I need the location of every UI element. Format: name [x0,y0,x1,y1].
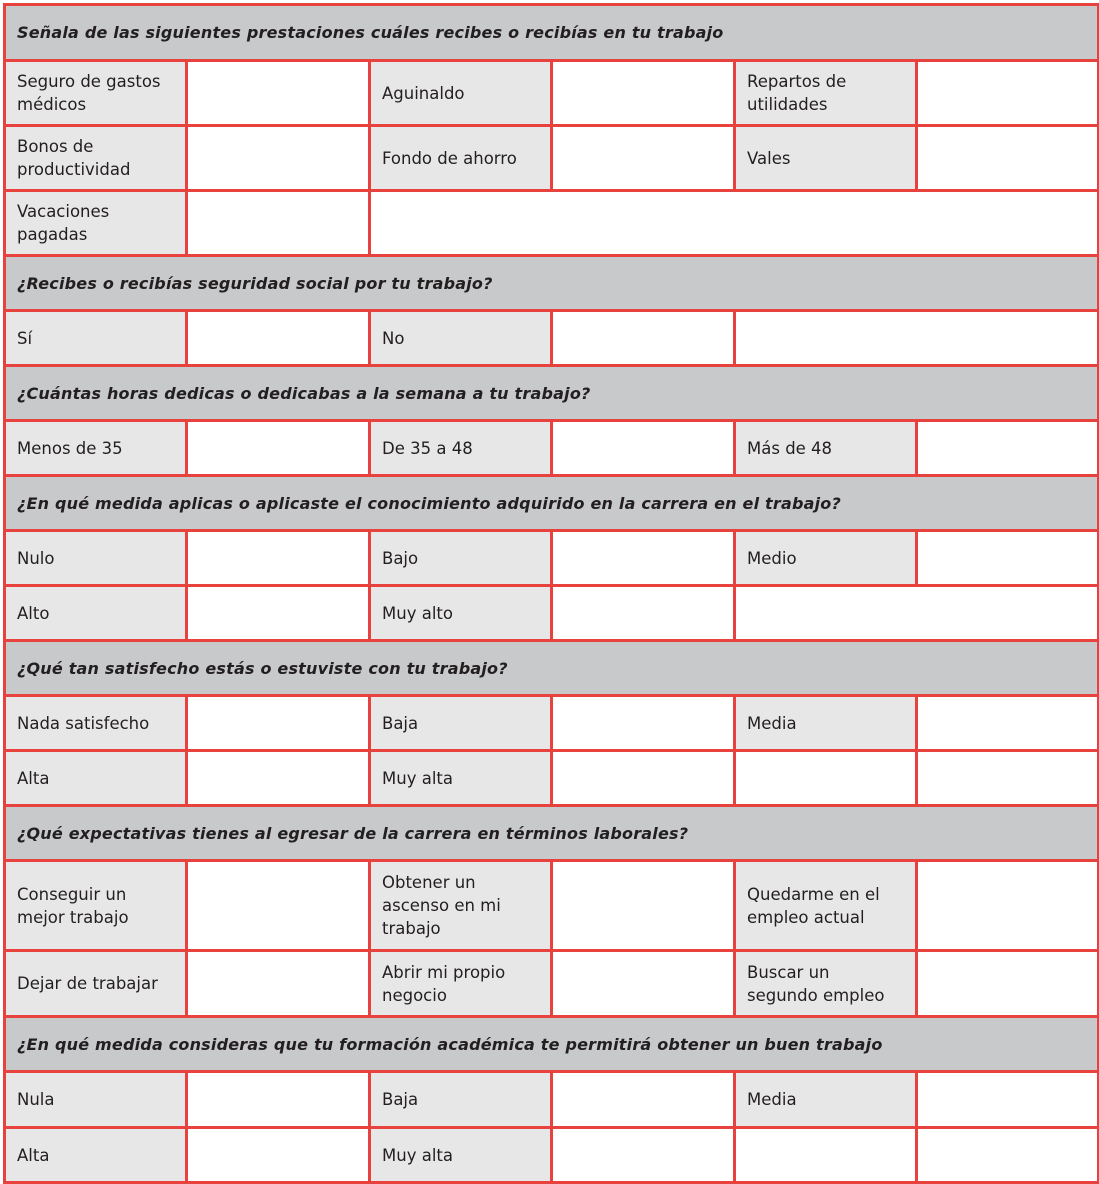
option-label: Fondo de ahorro [370,126,552,191]
option-label: Seguro de gastos médicos [5,61,187,126]
option-label: No [370,311,552,366]
option-label: Conseguir un mejor trabajo [5,861,187,951]
answer-box[interactable] [187,951,370,1017]
option-label: Repartos de utilidades [735,61,917,126]
section-question: ¿Qué tan satisfecho estás o estuviste con tu trabajo? [5,641,1099,696]
answer-box[interactable] [187,1128,370,1183]
option-label: Alta [5,751,187,806]
option-label: De 35 a 48 [370,421,552,476]
answer-box[interactable] [187,1072,370,1128]
empty-cell [735,586,1099,641]
option-label: Quedarme en el empleo actual [735,861,917,951]
option-label: Alta [5,1128,187,1183]
option-label: Bajo [370,531,552,586]
answer-box[interactable] [917,951,1099,1017]
empty-cell [735,311,1099,366]
option-label: Baja [370,696,552,751]
option-label: Alto [5,586,187,641]
section-question: ¿En qué medida aplicas o aplicaste el conocimiento adquirido en la carrera en el trabajo? [5,476,1099,531]
answer-box[interactable] [917,1072,1099,1128]
option-label: Muy alto [370,586,552,641]
option-label: Bonos de productividad [5,126,187,191]
option-label: Medio [735,531,917,586]
section-question: ¿Qué expectativas tienes al egresar de la carrera en términos laborales? [5,806,1099,861]
option-label: Vales [735,126,917,191]
section-question: ¿Recibes o recibías seguridad social por tu trabajo? [5,256,1099,311]
option-label: Vacaciones pagadas [5,191,187,256]
answer-box[interactable] [187,311,370,366]
answer-box[interactable] [917,531,1099,586]
empty-cell [735,751,917,806]
option-label: Dejar de trabajar [5,951,187,1017]
answer-box[interactable] [187,586,370,641]
option-label: Media [735,696,917,751]
answer-box[interactable] [187,61,370,126]
answer-box[interactable] [187,126,370,191]
answer-box[interactable] [552,696,735,751]
option-label: Muy alta [370,751,552,806]
answer-box[interactable] [187,696,370,751]
answer-box[interactable] [552,951,735,1017]
option-label: Baja [370,1072,552,1128]
option-label: Obtener un ascenso en mi trabajo [370,861,552,951]
section-question: Señala de las siguientes prestaciones cuáles recibes o recibías en tu trabajo [5,5,1099,61]
empty-cell [917,1128,1099,1183]
answer-box[interactable] [917,61,1099,126]
option-label: Aguinaldo [370,61,552,126]
option-label: Más de 48 [735,421,917,476]
answer-box[interactable] [187,861,370,951]
answer-box[interactable] [552,1128,735,1183]
answer-box[interactable] [187,751,370,806]
answer-box[interactable] [552,861,735,951]
empty-cell [370,191,1099,256]
answer-box[interactable] [187,421,370,476]
answer-box[interactable] [552,531,735,586]
answer-box[interactable] [552,751,735,806]
answer-box[interactable] [917,126,1099,191]
answer-box[interactable] [917,696,1099,751]
section-question: ¿En qué medida consideras que tu formación académica te permitirá obtener un buen trabajo [5,1017,1099,1072]
section-question: ¿Cuántas horas dedicas o dedicabas a la semana a tu trabajo? [5,366,1099,421]
option-label: Buscar un segundo empleo [735,951,917,1017]
option-label: Muy alta [370,1128,552,1183]
option-label: Menos de 35 [5,421,187,476]
questionnaire-table [3,3,1099,1184]
empty-cell [735,1128,917,1183]
answer-box[interactable] [552,1072,735,1128]
answer-box[interactable] [187,531,370,586]
option-label: Media [735,1072,917,1128]
answer-box[interactable] [552,586,735,641]
empty-cell [917,751,1099,806]
answer-box[interactable] [552,421,735,476]
option-label: Sí [5,311,187,366]
answer-box[interactable] [917,421,1099,476]
option-label: Abrir mi propio negocio [370,951,552,1017]
answer-box[interactable] [187,191,370,256]
option-label: Nula [5,1072,187,1128]
answer-box[interactable] [552,126,735,191]
answer-box[interactable] [917,861,1099,951]
option-label: Nulo [5,531,187,586]
option-label: Nada satisfecho [5,696,187,751]
answer-box[interactable] [552,61,735,126]
answer-box[interactable] [552,311,735,366]
